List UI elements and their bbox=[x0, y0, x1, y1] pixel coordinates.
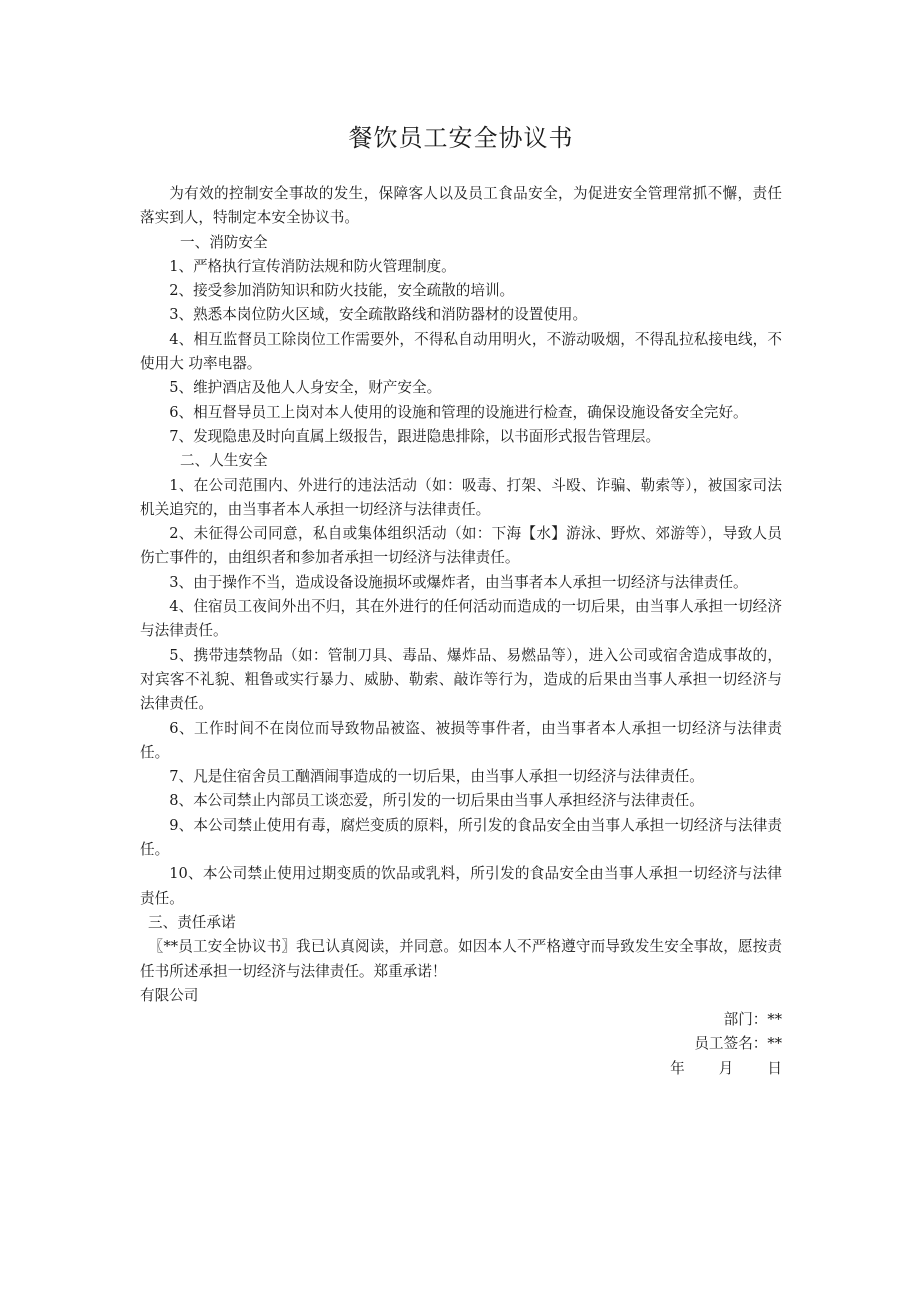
personal-safety-item: 3、由于操作不当，造成设备设施损坏或爆炸者，由当事者本人承担一切经济与法律责任。 bbox=[169, 573, 748, 591]
date-year-label: 年 bbox=[670, 1059, 685, 1077]
company-name: 有限公司 bbox=[140, 986, 199, 1004]
date-line bbox=[140, 1057, 782, 1081]
personal-safety-item: 7、凡是住宿舍员工酗酒闹事造成的一切后果，由当事人承担一切经济与法律责任。 bbox=[169, 768, 704, 786]
pledge-paragraph: 〖**员工安全协议书〗我已认真阅读，并同意。如因本人不严格遵守而导致发生安全事故，愿按责任书所述承担一切经济与法律责任。郑重承诺！ bbox=[140, 938, 782, 980]
section-heading-responsibility-pledge: 三、责任承诺 bbox=[148, 913, 236, 931]
personal-safety-item: 8、本公司禁止内部员工谈恋爱，所引发的一切后果由当事人承担经济与法律责任。 bbox=[169, 792, 704, 810]
personal-safety-item: 6、工作时间不在岗位而导致物品被盗、被损等事件者，由当事者本人承担一切经济与法律责任。 bbox=[140, 719, 782, 761]
fire-safety-item: 4、相互监督员工除岗位工作需要外，不得私自动用明火，不游动吸烟，不得乱拉私接电线，不使用大 功率电器。 bbox=[140, 330, 782, 373]
personal-safety-item: 1、在公司范围内、外进行的违法活动（如：吸毒、打架、斗殴、诈骗、勒索等），被国家司法机关追究的，由当事者本人承担一切经济与法律责任。 bbox=[140, 476, 782, 518]
fire-safety-item: 6、相互督导员工上岗对本人使用的设施和管理的设施进行检查，确保设施设备安全完好。 bbox=[169, 403, 748, 421]
personal-safety-item: 5、携带违禁物品（如：管制刀具、毒品、爆炸品、易燃品等），进入公司或宿舍造成事故的，对宾客不礼貌、粗鲁或实行暴力、威胁、勒索、敲诈等行为，造成的后果由当事人承担一切经济与法律责任。 bbox=[140, 646, 782, 713]
fire-safety-item: 3、熟悉本岗位防火区域，安全疏散路线和消防器材的设置使用。 bbox=[169, 306, 588, 324]
personal-safety-item: 2、未征得公司同意，私自或集体组织活动（如：下海【水】游泳、野炊、郊游等），导致人员伤亡事件的，由组织者和参加者承担一切经济与法律责任。 bbox=[140, 525, 782, 567]
document-title: 餐饮员工安全协议书 bbox=[348, 124, 574, 152]
employee-signature-field: 员工签名：** bbox=[694, 1035, 782, 1053]
fire-safety-item: 1、严格执行宣传消防法规和防火管理制度。 bbox=[169, 257, 456, 275]
personal-safety-item: 10、本公司禁止使用过期变质的饮品或乳料，所引发的食品安全由当事人承担一切经济与法律责任。 bbox=[140, 865, 782, 907]
date-month-label: 月 bbox=[718, 1059, 734, 1077]
date-day-label: 日 bbox=[767, 1059, 782, 1077]
fire-safety-item: 7、发现隐患及时向直属上级报告，跟进隐患排除，以书面形式报告管理层。 bbox=[169, 427, 661, 445]
personal-safety-item: 4、住宿员工夜间外出不归，其在外进行的任何活动而造成的一切后果，由当事人承担一切经济与法律责任。 bbox=[140, 598, 782, 640]
section-heading-fire-safety: 一、消防安全 bbox=[180, 233, 268, 251]
intro-paragraph: 为有效的控制安全事故的发生，保障客人以及员工食品安全，为促进安全管理常抓不懈，责任落实到人，特制定本安全协议书。 bbox=[140, 185, 782, 227]
fire-safety-item: 2、接受参加消防知识和防火技能，安全疏散的培训。 bbox=[169, 282, 515, 300]
personal-safety-item: 9、本公司禁止使用有毒，腐烂变质的原料，所引发的食品安全由当事人承担一切经济与法律责任。 bbox=[140, 816, 782, 859]
department-field: 部门：** bbox=[723, 1011, 782, 1029]
fire-safety-item: 5、维护酒店及他人人身安全，财产安全。 bbox=[169, 379, 442, 397]
section-heading-personal-safety: 二、人生安全 bbox=[180, 452, 268, 470]
document-body bbox=[140, 182, 782, 1081]
